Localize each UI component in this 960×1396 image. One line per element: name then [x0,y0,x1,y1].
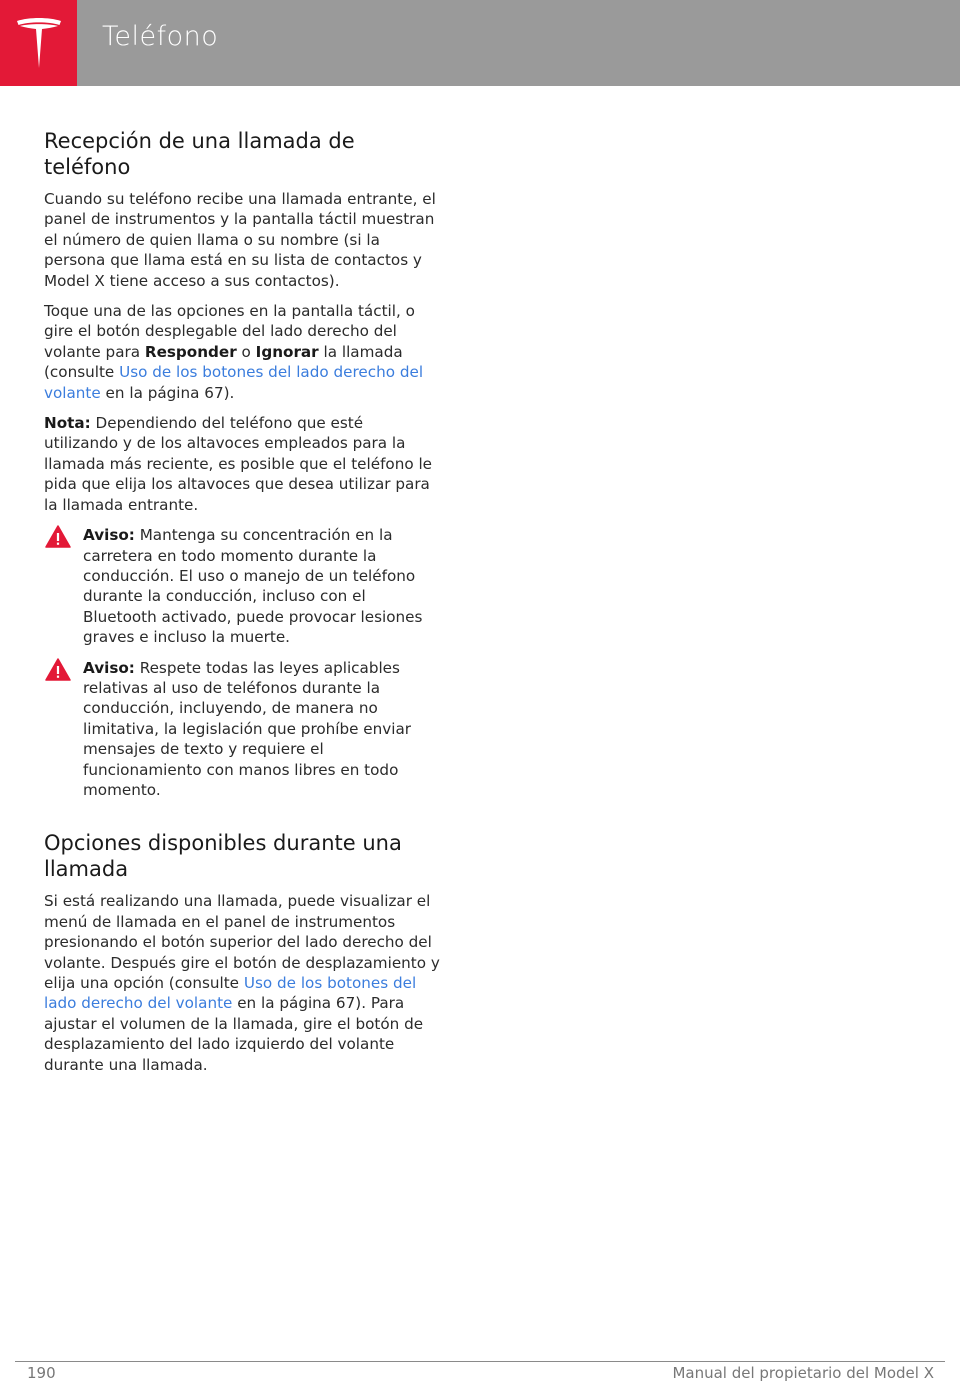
note-paragraph [44,413,440,515]
paragraph-answer-options [44,301,440,403]
main-content [44,128,440,1085]
text-segment: la llamada (consulte [44,342,403,382]
warning-body: Respete todas las leyes aplicables relativas al uso de teléfonos durante la conducción, incluyendo, de manera no limitativa, la legislación que prohíbe enviar mensajes de texto y requiere el funcionamiento con manos libres en todo momento. [83,658,412,799]
ignorar-term: Ignorar [255,342,319,361]
warning-block-2 [44,658,440,801]
text-segment: Si está realizando una llamada, puede visualizar el menú de llamada en el panel de instrumentos presionando el botón superior del lado derecho del volante. Después gire el botón de desplazamiento y elija una opción (consulte [44,892,440,992]
warning-triangle-icon [45,658,71,681]
warning-label: Aviso: [83,526,135,545]
note-label: Nota: [44,414,91,433]
text-segment: en la página 67). Para ajustar el volumen de la llamada, gire el botón de desplazamiento del lado izquierdo del volante durante una llamada. [44,994,424,1074]
warning-label: Aviso: [83,658,135,677]
paragraph-call-options [44,891,440,1075]
warning-text-2 [83,658,440,801]
link-right-steering-buttons[interactable]: Uso de los botones del lado derecho del volante [44,363,424,402]
warning-triangle-icon [45,525,71,548]
section-heading-call-options: Opciones disponibles durante una llamada [44,831,402,882]
warning-block-1 [44,525,440,647]
responder-term: Responder [144,342,237,361]
link-right-steering-buttons[interactable]: Uso de los botones del lado derecho del volante [44,974,417,1013]
text-segment: Toque una de las opciones en la pantalla táctil, o gire el botón desplegable del lado derecho del volante para [44,302,415,361]
page-number: 190 [27,1364,56,1382]
warning-text-1 [83,525,440,647]
text-segment: o [236,342,256,361]
section-heading-receiving-call: Recepción de una llamada de teléfono [44,129,355,179]
note-text: Dependiendo del teléfono que esté utilizando y de los altavoces empleados para la llamada más reciente, es posible que el teléfono le pida que elija los altavoces que desea utilizar para la llamada entrante. [44,414,433,514]
paragraph-incoming-call: Cuando su teléfono recibe una llamada entrante, el panel de instrumentos y la pantalla táctil muestran el número de quien llama o su nombre (si la persona que llama está en su lista de contactos y Model X tiene acceso a sus contactos). [44,190,436,290]
tesla-logo [0,0,77,86]
tesla-logo-icon [13,16,65,70]
footer-divider [15,1361,945,1362]
page-title: Teléfono [102,21,219,52]
warning-body: Mantenga su concentración en la carretera en todo momento durante la conducción. El uso o manejo de un teléfono durante la conducción, incluso con el Bluetooth activado, puede provocar lesiones graves e incluso la muerte. [83,526,423,647]
text-segment: en la página 67). [100,383,235,402]
manual-title: Manual del propietario del Model X [672,1364,934,1382]
